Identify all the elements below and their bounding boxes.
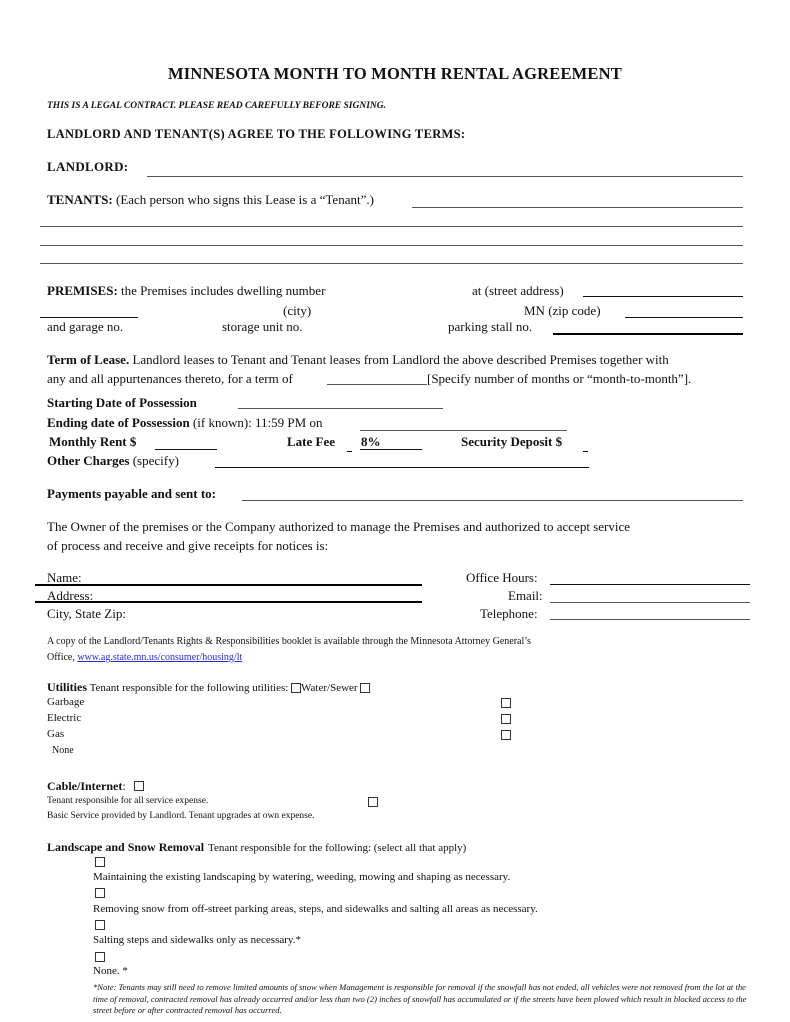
street-address-field[interactable] bbox=[583, 296, 743, 297]
late-fee-field[interactable] bbox=[360, 449, 422, 450]
snow-removal-checkbox[interactable] bbox=[95, 888, 105, 898]
tenants-field-2[interactable] bbox=[40, 226, 743, 227]
none-snow-checkbox[interactable] bbox=[95, 952, 105, 962]
landscape-label: Landscape and Snow Removal bbox=[47, 840, 205, 854]
page-title: MINNESOTA MONTH TO MONTH RENTAL AGREEMENT bbox=[168, 64, 622, 83]
other-charges-field[interactable] bbox=[215, 467, 589, 468]
cable-landlord-checkbox[interactable] bbox=[368, 797, 378, 807]
agree-heading: LANDLORD AND TENANT(S) AGREE TO THE FOLLOWING TERMS: bbox=[47, 127, 466, 141]
other-charges-note: (specify) bbox=[132, 453, 179, 468]
term-length-field[interactable] bbox=[327, 384, 427, 385]
cable-label: Cable/Internet bbox=[47, 779, 123, 793]
city-state-zip-label: City, State Zip: bbox=[47, 606, 126, 621]
payments-label: Payments payable and sent to: bbox=[47, 486, 217, 501]
end-date-row bbox=[47, 415, 322, 431]
email-field[interactable] bbox=[550, 602, 750, 603]
garbage-label: Garbage bbox=[47, 696, 85, 708]
landscaping-checkbox[interactable] bbox=[95, 857, 105, 867]
start-date-field[interactable] bbox=[238, 408, 443, 409]
term-text-2: any and all appurtenances thereto, for a term of bbox=[47, 371, 293, 386]
landscape-option-2: Removing snow from off-street parking areas, steps, and sidewalks and salting all areas as necessary. bbox=[93, 903, 538, 915]
owner-text-2: of process and receive and give receipts for notices is: bbox=[47, 538, 329, 553]
address-label: Address: bbox=[47, 588, 94, 603]
security-deposit-field[interactable] bbox=[583, 451, 588, 452]
storage-label: storage unit no. bbox=[222, 319, 303, 334]
tenants-field-3[interactable] bbox=[40, 245, 743, 246]
gas-checkbox[interactable] bbox=[501, 714, 511, 724]
term-label: Term of Lease. bbox=[47, 352, 130, 367]
utilities-text: Tenant responsible for the following utilities: bbox=[89, 682, 289, 694]
landscape-row bbox=[47, 838, 466, 856]
dash-mark bbox=[347, 451, 352, 452]
utilities-label: Utilities bbox=[47, 680, 87, 694]
end-date-field[interactable] bbox=[360, 430, 567, 431]
parking-label: parking stall no. bbox=[448, 319, 533, 334]
legal-notice: THIS IS A LEGAL CONTRACT. PLEASE READ CAREFULLY BEFORE SIGNING. bbox=[47, 101, 387, 111]
payments-field[interactable] bbox=[242, 500, 743, 501]
address-field[interactable] bbox=[35, 601, 422, 603]
landlord-label: LANDLORD: bbox=[47, 159, 129, 174]
landscape-text: Tenant responsible for the following: (select all that apply) bbox=[208, 842, 467, 854]
office-hours-field[interactable] bbox=[550, 584, 750, 585]
dwelling-number-field[interactable] bbox=[40, 317, 138, 318]
parking-field[interactable] bbox=[553, 333, 743, 335]
salting-checkbox[interactable] bbox=[95, 920, 105, 930]
premises-row bbox=[47, 283, 325, 299]
premises-text: the Premises includes dwelling number bbox=[121, 283, 326, 298]
landlord-field[interactable] bbox=[147, 176, 743, 177]
cable-option-1: Tenant responsible for all service expense. bbox=[47, 796, 209, 806]
other-charges-row bbox=[47, 453, 179, 469]
city-label: (city) bbox=[283, 303, 312, 318]
electric-checkbox[interactable] bbox=[501, 698, 511, 708]
name-label: Name: bbox=[47, 570, 82, 585]
utilities-row bbox=[47, 680, 370, 695]
none-checkbox[interactable] bbox=[501, 730, 511, 740]
cable-row: Cable/Internet: bbox=[47, 777, 144, 795]
email-label: Email: bbox=[508, 588, 543, 603]
landscape-option-3: Salting steps and sidewalks only as necessary.* bbox=[93, 934, 301, 946]
late-fee-value[interactable]: 8% bbox=[361, 434, 381, 449]
garage-label: and garage no. bbox=[47, 319, 124, 334]
late-fee-label: Late Fee bbox=[287, 434, 336, 449]
end-date-label: Ending date of Possession bbox=[47, 415, 190, 430]
other-charges-label: Other Charges bbox=[47, 453, 130, 468]
start-date-label: Starting Date of Possession bbox=[47, 395, 197, 410]
landscape-option-4: None. * bbox=[93, 965, 128, 977]
tenants-field[interactable] bbox=[412, 207, 743, 208]
security-deposit-label: Security Deposit $ bbox=[461, 434, 563, 449]
garbage-checkbox[interactable] bbox=[360, 683, 370, 693]
cable-option-2: Basic Service provided by Landlord. Tenant upgrades at own expense. bbox=[47, 811, 315, 821]
tenants-label: TENANTS: bbox=[47, 192, 113, 207]
term-text-1: Landlord leases to Tenant and Tenant leases from Landlord the above described Premises together with bbox=[132, 352, 669, 367]
telephone-label: Telephone: bbox=[480, 606, 538, 621]
street-label: at (street address) bbox=[472, 283, 564, 298]
tenants-field-4[interactable] bbox=[40, 263, 743, 264]
landscape-option-1: Maintaining the existing landscaping by watering, weeding, mowing and shaping as necessary. bbox=[93, 871, 511, 883]
end-date-note: (if known): 11:59 PM on bbox=[192, 415, 323, 430]
gas-label: Gas bbox=[47, 728, 65, 740]
water-sewer-checkbox[interactable] bbox=[291, 683, 301, 693]
office-hours-label: Office Hours: bbox=[466, 570, 538, 585]
snow-note: *Note: Tenants may still need to remove limited amounts of snow when Management is responsible for removal if the snowfall has not ended, all vehicles were not removed from the lot at the time of removal, contracted removal has already occurred and/or less than two (2) inches of snowfall has accumulated or if the streets have been plowed which result in blocked access to the street before or after contracted removal has occurred. bbox=[93, 982, 747, 1015]
tenants-note: (Each person who signs this Lease is a “Tenant”.) bbox=[116, 192, 374, 207]
cable-tenant-checkbox[interactable] bbox=[134, 781, 144, 791]
booklet-row bbox=[47, 652, 242, 663]
electric-label: Electric bbox=[47, 712, 82, 724]
attorney-general-link[interactable]: www.ag.state.mn.us/consumer/housing/lt bbox=[77, 652, 243, 663]
tenants-row bbox=[47, 192, 374, 208]
booklet-text-1: A copy of the Landlord/Tenants Rights & Responsibilities booklet is available through the Minnesota Attorney General’s bbox=[47, 636, 531, 647]
owner-text-1: The Owner of the premises or the Company authorized to manage the Premises and authorized to accept service bbox=[47, 519, 630, 534]
monthly-rent-label: Monthly Rent $ bbox=[49, 434, 137, 449]
term-line-1 bbox=[47, 352, 669, 368]
monthly-rent-field[interactable] bbox=[155, 449, 217, 450]
telephone-field[interactable] bbox=[550, 619, 750, 620]
water-sewer-label: Water/Sewer bbox=[301, 682, 358, 694]
zip-label: MN (zip code) bbox=[524, 303, 601, 318]
none-label: None bbox=[52, 745, 74, 756]
booklet-text-2: Office, bbox=[47, 652, 75, 663]
premises-label: PREMISES: bbox=[47, 283, 118, 298]
name-field[interactable] bbox=[35, 584, 422, 586]
zip-field[interactable] bbox=[625, 317, 743, 318]
term-text-3: [Specify number of months or “month-to-month”]. bbox=[427, 371, 692, 386]
